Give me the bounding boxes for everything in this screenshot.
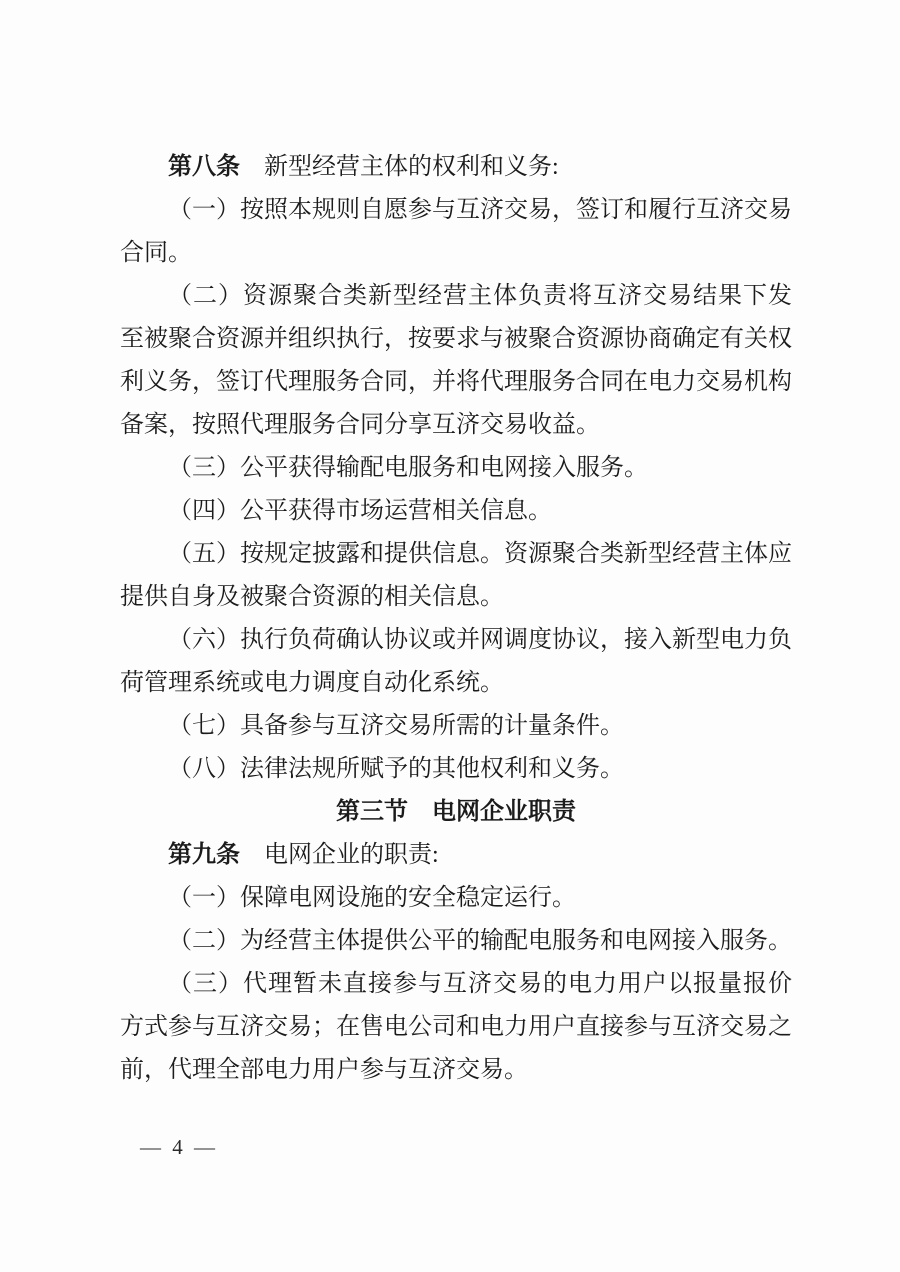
text-line: （二）资源聚合类新型经营主体负责将互济交易结果下发 — [168, 283, 792, 309]
document-body — [120, 146, 792, 1092]
text-line: （三）代理暂未直接参与互济交易的电力用户以报量报价 — [168, 971, 792, 997]
article-number: 第九条 — [168, 842, 240, 868]
article-line: 第八条 新型经营主体的权利和义务: — [168, 154, 559, 180]
section-heading: 第三节 电网企业职责 — [336, 799, 576, 825]
page-number: — 4 — — [140, 1135, 218, 1159]
text-line: （八）法律法规所赋予的其他权利和义务。 — [168, 756, 624, 782]
text-line: （四）公平获得市场运营相关信息。 — [168, 498, 552, 524]
text-line: （六）执行负荷确认协议或并网调度协议，接入新型电力负 — [168, 627, 792, 653]
text-line: 合同。 — [120, 240, 192, 266]
text-line: （五）按规定披露和提供信息。资源聚合类新型经营主体应 — [168, 541, 792, 567]
text-line: （七）具备参与互济交易所需的计量条件。 — [168, 713, 624, 739]
text-line: 荷管理系统或电力调度自动化系统。 — [120, 670, 504, 696]
text-line: 利义务，签订代理服务合同，并将代理服务合同在电力交易机构 — [120, 369, 792, 395]
text-line: 提供自身及被聚合资源的相关信息。 — [120, 584, 504, 610]
article-line: 第九条 电网企业的职责: — [168, 842, 439, 868]
text-line: 方式参与互济交易；在售电公司和电力用户直接参与互济交易之 — [120, 1014, 792, 1040]
text-line: 前，代理全部电力用户参与互济交易。 — [120, 1057, 528, 1083]
text-line: （一）保障电网设施的安全稳定运行。 — [168, 885, 576, 911]
text-line: （三）公平获得输配电服务和电网接入服务。 — [168, 455, 648, 481]
text-line: 备案，按照代理服务合同分享互济交易收益。 — [120, 412, 600, 438]
article-number: 第八条 — [168, 154, 240, 180]
text-line: 至被聚合资源并组织执行，按要求与被聚合资源协商确定有关权 — [120, 326, 792, 352]
text-line: （二）为经营主体提供公平的输配电服务和电网接入服务。 — [168, 928, 792, 954]
text-line: （一）按照本规则自愿参与互济交易，签订和履行互济交易 — [168, 197, 792, 223]
